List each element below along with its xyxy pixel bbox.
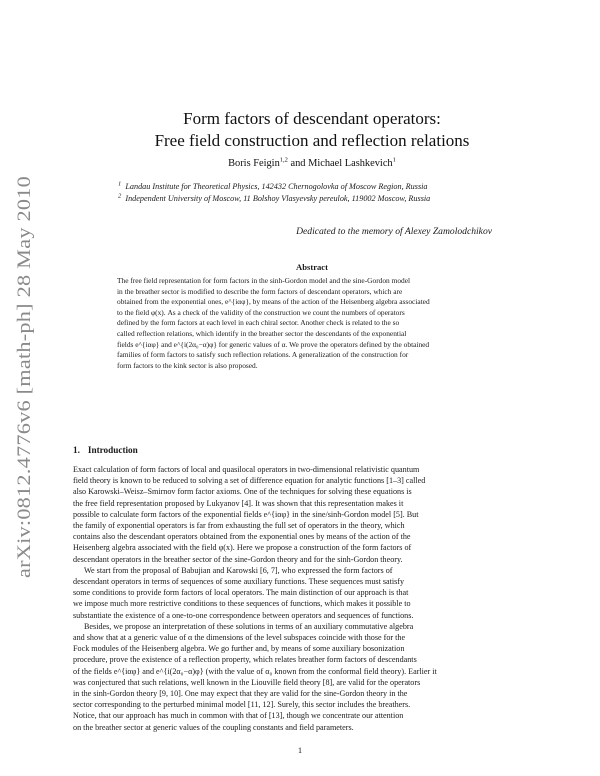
arxiv-stamp-text: arXiv:0812.4776v6 [math-ph] 28 May 2010	[14, 235, 35, 578]
body-line: and show that at a generic value of α the dimensions of the level subspaces coincide with those for the	[73, 633, 406, 643]
body-line: also Karowski–Weisz–Smirnov form factor axioms. One of the techniques for solving these equations is	[73, 487, 412, 497]
body-line: Besides, we propose an interpretation of these solutions in terms of an auxiliary commutative algebra	[84, 621, 414, 631]
body-line: some conditions to provide form factors of local operators. The main distinction of our approach is that	[73, 588, 409, 598]
abstract-line: obtained from the exponential ones, e^{iαφ}, by means of the action of the Heisenberg algebra associated	[117, 297, 430, 307]
paper-title	[100, 108, 524, 152]
affiliation-list	[118, 181, 508, 205]
affiliation-text: Independent University of Moscow, 11 Bolshoy Vlasyevsky pereulok, 119002 Moscow, Russia	[125, 194, 431, 203]
body-line: substantiate the existence of a one-to-one correspondence between operators and sequences of functions.	[73, 610, 414, 620]
abstract-line: fields e^{iαφ} and e^{i(2α₀−α)φ} for generic values of α. We prove the operators defined by the obtained	[117, 339, 430, 349]
body-line: field theory is known to be reduced to solving a set of difference equation for analytic functions [1–3] called	[73, 476, 426, 486]
abstract-line: called reflection relations, which identify in the breather sector the descendants of the exponential	[117, 328, 407, 338]
author-affiliation-marker: 1	[392, 156, 396, 164]
body-line: Heisenberg algebra associated with the field φ(x). Here we propose a construction of the form factors of	[73, 543, 412, 553]
abstract-heading: Abstract	[296, 262, 328, 272]
body-line: descendant operators in terms of sequences of some auxiliary functions. These sequences must satisfy	[73, 577, 405, 587]
body-line: We start from the proposal of Babujian and Karowski [6, 7], who expressed the form factors of	[84, 565, 393, 575]
author-name: Boris Feigin	[228, 158, 280, 169]
body-line: of the fields e^{iαφ} and e^{i(2α₀−α)φ} (with the value of α₀ known from the conformal field theory). Earlier it	[73, 666, 437, 676]
page-number: 1	[297, 745, 303, 755]
abstract-line: The free field representation for form factors in the sinh-Gordon model and the sine-Gordon model	[117, 276, 411, 285]
author-list	[100, 158, 524, 169]
body-line: in the sinh-Gordon theory [9, 10]. One may expect that they are valid for the sine-Gordon theory in the	[73, 689, 408, 699]
body-line: on the breather sector at generic values of the coupling constants and field parameters.	[73, 722, 354, 732]
author-name: Michael Lashkevich	[308, 158, 393, 169]
body-line: we impose much more restrictive conditions to these sequences of functions, which makes it possible to	[73, 599, 411, 609]
body-line: descendant operators in the breather sector of the sine-Gordon theory and for the sinh-Gordon theory.	[73, 554, 403, 564]
section-title: Introduction	[87, 445, 138, 455]
affiliation-number: 2	[118, 192, 122, 200]
body-line: the family of exponential operators is far from exhausting the full set of operators in the theory, which	[73, 521, 405, 531]
body-line: procedure, prove the existence of a reflection property, which relates breather form factors of descendants	[73, 655, 417, 665]
body-line: Notice, that our approach has much in common with that of [13], though we concentrate our attention	[73, 711, 404, 721]
affiliation-text: Landau Institute for Theoretical Physics, 142432 Chernogolovka of Moscow Region, Russia	[125, 182, 428, 191]
abstract-line: defined by the form factors at each level in each chiral sector. Another check is related to the so	[117, 318, 400, 328]
abstract-line: to the field φ(x). As a check of the validity of the construction we count the numbers of operators	[117, 307, 405, 317]
affiliation	[118, 193, 508, 205]
title-line-1: Form factors of descendant operators:	[183, 109, 441, 128]
body-line: Exact calculation of form factors of local and quasilocal operators in two-dimensional relativistic quantum	[73, 465, 420, 474]
introduction-body	[73, 464, 530, 733]
abstract-body	[117, 276, 509, 371]
affiliation-number: 1	[118, 180, 122, 188]
abstract-line: form factors to the kink sector is also proposed.	[117, 360, 258, 370]
section-number: 1.	[73, 445, 80, 455]
author-affiliation-marker: 1,2	[279, 156, 288, 164]
author-conjunction: and	[287, 158, 309, 169]
title-line-2: Free field construction and reflection relations	[154, 131, 470, 150]
body-line: was conjectured that such relations, well known in the Liouville field theory [8], are valid for the operators	[73, 677, 421, 687]
body-line: sector corresponding to the perturbed minimal model [11, 12]. Surely, this sector includes the breathers.	[73, 700, 411, 710]
body-line: contains also the descendant operators obtained from the exponential ones by means of the action of the	[73, 532, 411, 542]
body-line: the free field representation proposed by Lukyanov [4]. It was shown that this representation makes it	[73, 498, 404, 508]
affiliation	[118, 181, 508, 193]
abstract-line: in the breather sector is modified to describe the form factors of descendant operators, which are	[117, 286, 403, 296]
body-line: possible to calculate form factors of the exponential fields e^{iαφ} in the sine/sinh-Gordon model [5]. But	[73, 509, 419, 519]
abstract-line: families of form factors to satisfy such reflection relations. A generalization of the construction for	[117, 350, 409, 360]
section-heading	[73, 445, 138, 455]
body-line: Fock modules of the Heisenberg algebra. We go further and, by means of some auxiliary bosonization	[73, 644, 405, 654]
dedication: Dedicated to the memory of Alexey Zamolodchikov	[296, 226, 492, 237]
